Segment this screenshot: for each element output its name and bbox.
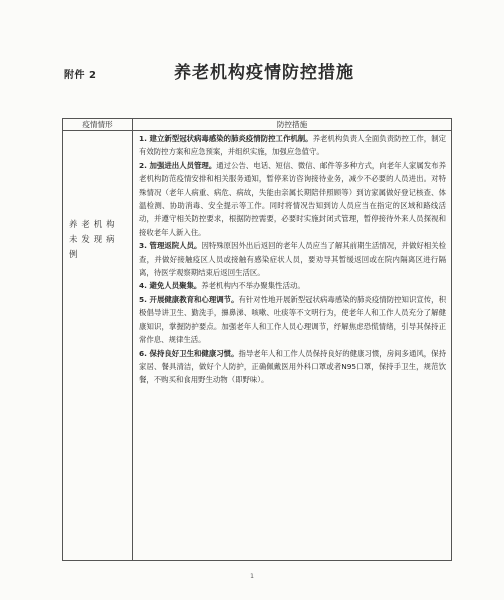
measure-title: 4. 避免人员聚集。	[139, 281, 202, 291]
attachment-label: 附件 2	[64, 70, 97, 81]
situation-cell: 养老机构未发现病例	[63, 131, 133, 561]
measure-item	[139, 159, 446, 239]
measure-title: 6. 保持良好卫生和健康习惯。	[139, 348, 239, 358]
measure-item	[139, 239, 446, 279]
measure-title: 5. 开展健康教育和心理调节。	[139, 294, 239, 304]
measure-text: 养老机构内不举办聚集性活动。	[201, 281, 305, 291]
measure-title: 3. 管理返院人员。	[139, 241, 202, 251]
document-title: 养老机构疫情防控措施	[174, 63, 354, 83]
measure-text: 指导老年人和工作人员保持良好的健康习惯，房间多通风，保持家居、餐具清洁，做好个人防护，正确佩戴医用外科口罩或者N95口罩，保持手卫生，规范饮餐，不购买和食用野生动物（即野味）。	[139, 348, 446, 385]
measure-title: 2. 加强进出人员管理。	[139, 160, 217, 170]
header-measures: 防控措施	[133, 119, 452, 131]
measures-cell	[133, 131, 452, 561]
measure-text: 因特殊原因外出后返回的老年人员应当了解其前期生活情况，并做好相关检查，并做好接触疫区人员或接触有感染症状人员，要劝导其暂缓返回或在院内隔离区进行隔离，待医学观察期结束后返回生活区。	[139, 241, 446, 278]
header-situation: 疫情情形	[63, 119, 133, 131]
measure-item	[139, 293, 446, 347]
table-header-row	[63, 119, 452, 131]
measure-item	[139, 347, 446, 387]
page-number: 1	[250, 573, 254, 580]
table-row	[63, 131, 452, 561]
measure-text: 养老机构负责人全面负责防控工作，制定有效防控方案和应急预案，并组织实施，加强应急值守。	[139, 134, 446, 157]
measure-title: 1. 建立新型冠状病毒感染的肺炎疫情防控工作机制。	[139, 134, 313, 143]
measure-item	[139, 132, 446, 159]
measure-text: 有针对性地开展新型冠状病毒感染的肺炎疫情防控知识宣传，积极倡导讲卫生、勤洗手，擤鼻涕、咳嗽、吐痰等不文明行为，使老年人和工作人员充分了解健康知识，掌握防护要点。加强老年人和工作人员心理调节，纾解焦虑恐慌情绪，引导其保持正常作息、规律生活。	[139, 294, 446, 345]
measure-text: 通过公告、电话、短信、微信、邮件等多种方式，向老年人家属发布养老机构防范疫情安排和相关服务通知，暂停来访咨询接待业务，减少不必要的人员进出。对特殊情况（老年人病重、病危、病故，失能由亲属长期陪伴照顾等）到访家属做好登记核查、体温检测、协助消毒、安全提示等工作。同时将情况告知到访人员应当在指定的区域和路线活动，并遵守相关防控要求，根据防控需要，必要时实施封闭式管理，暂停接待外来人员探视和接收老年人新入住。	[139, 160, 446, 237]
measures-table	[62, 118, 452, 561]
measure-item	[139, 279, 446, 292]
